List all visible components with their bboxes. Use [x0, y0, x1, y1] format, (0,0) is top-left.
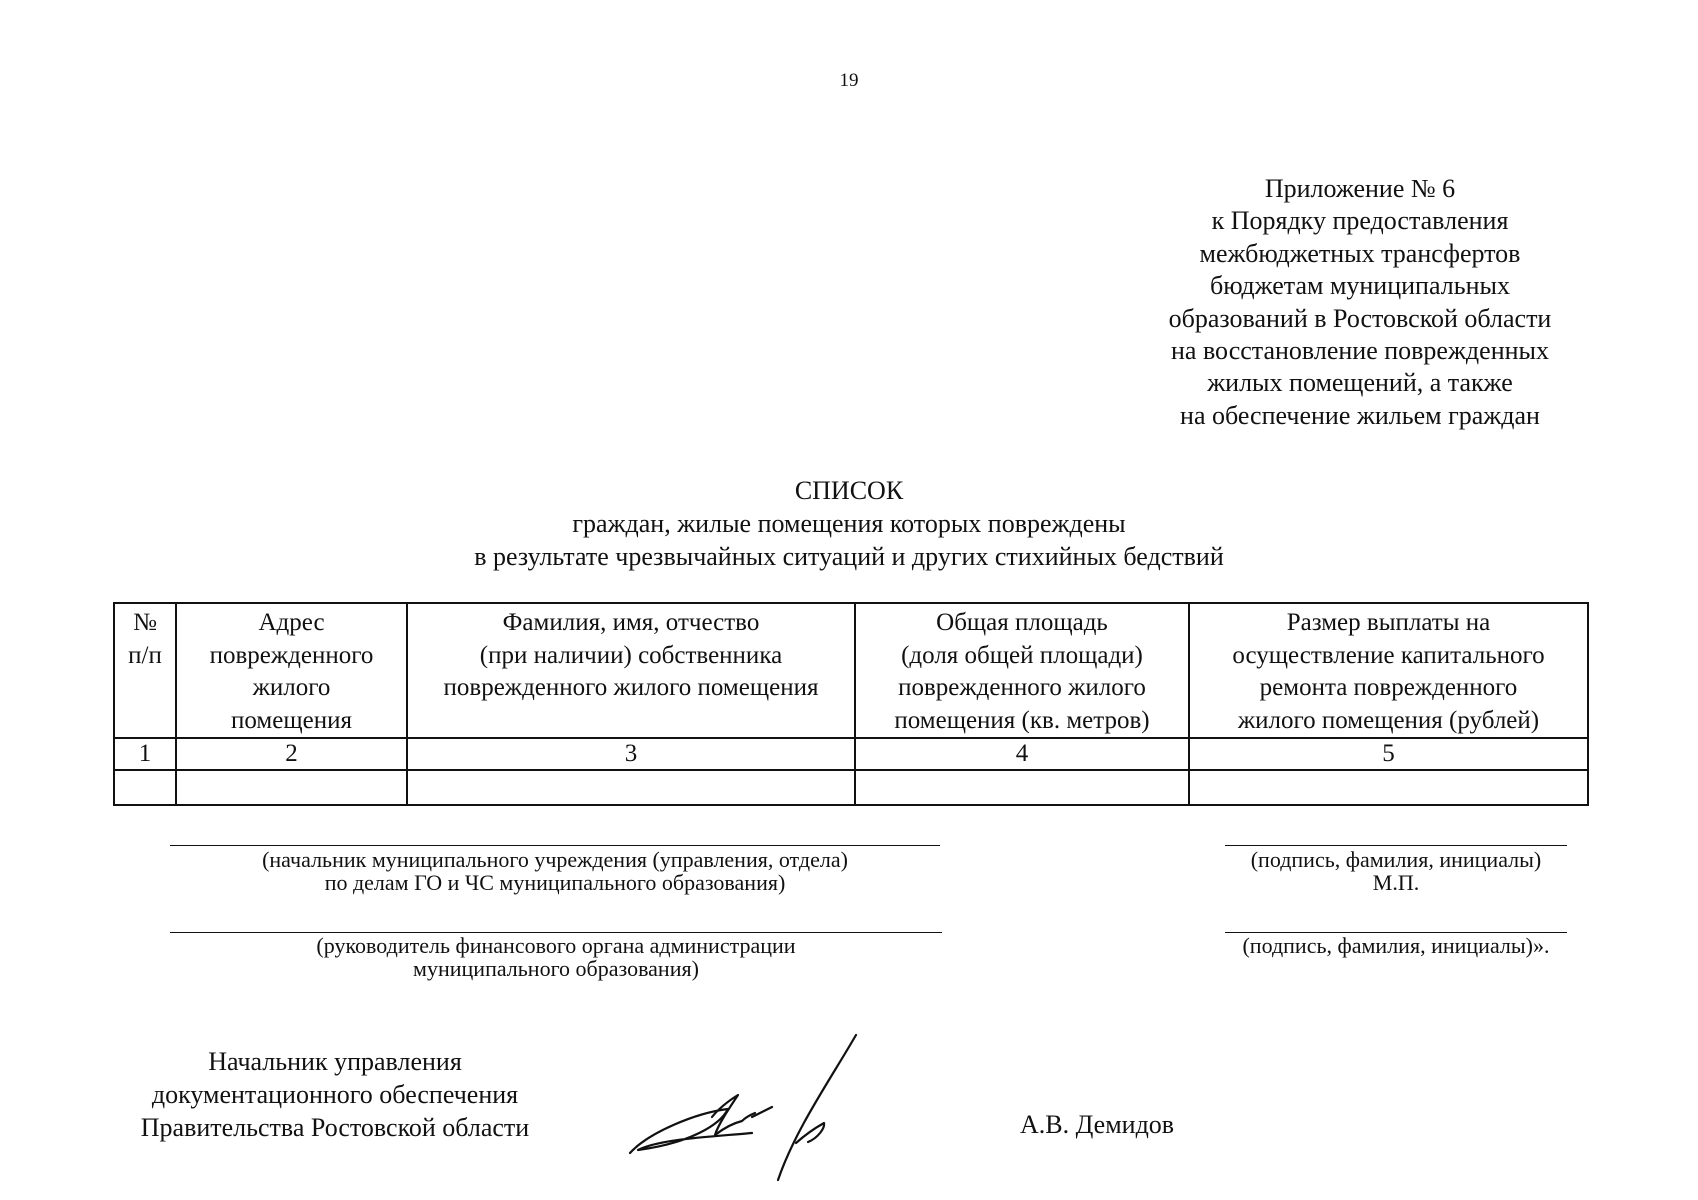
table-row [114, 770, 1588, 805]
column-number-cell: 5 [1189, 738, 1588, 770]
chief-sign-caption: (подпись, фамилия, инициалы) М.П. [1250, 847, 1542, 895]
table-cell [1189, 770, 1588, 805]
footer-position-line: Начальник управления [208, 1047, 462, 1076]
column-number-cell: 2 [176, 738, 407, 770]
citizens-table [113, 602, 1589, 806]
title-subtitle-line: граждан, жилые помещения которых повреждены [572, 509, 1126, 538]
appendix-line: на восстановление поврежденных [1171, 336, 1549, 366]
finance-caption: (руководитель финансового органа администрации муниципального образования) [316, 933, 796, 981]
chief-signature-line [170, 845, 940, 846]
appendix-line: жилых помещений, а также [1207, 368, 1513, 398]
table-cell [114, 770, 176, 805]
column-number-cell: 3 [407, 738, 855, 770]
appendix-line: к Порядку предоставления [1211, 206, 1509, 236]
appendix-line: Приложение № 6 [1264, 174, 1456, 203]
table-header-row [114, 603, 1588, 738]
appendix-line: на обеспечение жильем граждан [1180, 400, 1540, 430]
footer-name: А.В. Демидов [1020, 1110, 1175, 1139]
page-number: 19 [839, 70, 859, 91]
chief-sign-line [1225, 845, 1567, 846]
table-column-numbers-row [114, 738, 1588, 770]
footer-position-line: Правительства Ростовской области [140, 1113, 530, 1142]
table-cell [855, 770, 1189, 805]
column-number-cell: 4 [855, 738, 1189, 770]
chief-caption: (начальник муниципального учреждения (управления, отдела) по делам ГО и ЧС муниципального образования) [262, 847, 848, 895]
column-number-cell: 1 [114, 738, 176, 770]
title-heading: СПИСОК [794, 476, 904, 505]
appendix-header [1100, 173, 1620, 432]
handwritten-signature [620, 1025, 880, 1190]
finance-sign-caption: (подпись, фамилия, инициалы)». [1242, 933, 1550, 958]
title-subtitle-line: в результате чрезвычайных ситуаций и других стихийных бедствий [474, 542, 1224, 571]
header-cell-address: Адрес поврежденного жилого помещения [176, 603, 407, 738]
table-cell [176, 770, 407, 805]
table-cell [407, 770, 855, 805]
footer-position [115, 1045, 555, 1144]
appendix-line: межбюджетных трансфертов [1199, 238, 1521, 268]
footer-position-line: документационного обеспечения [151, 1080, 519, 1109]
document-title [0, 474, 1698, 573]
appendix-line: бюджетам муниципальных [1210, 271, 1510, 301]
header-cell-area: Общая площадь (доля общей площади) поврежденного жилого помещения (кв. метров) [855, 603, 1189, 738]
header-cell-payment: Размер выплаты на осуществление капитального ремонта поврежденного жилого помещения (рублей) [1189, 603, 1588, 738]
appendix-line: образований в Ростовской области [1168, 303, 1552, 333]
header-cell-number: № п/п [114, 603, 176, 738]
header-cell-owner: Фамилия, имя, отчество (при наличии) собственника поврежденного жилого помещения [407, 603, 855, 738]
